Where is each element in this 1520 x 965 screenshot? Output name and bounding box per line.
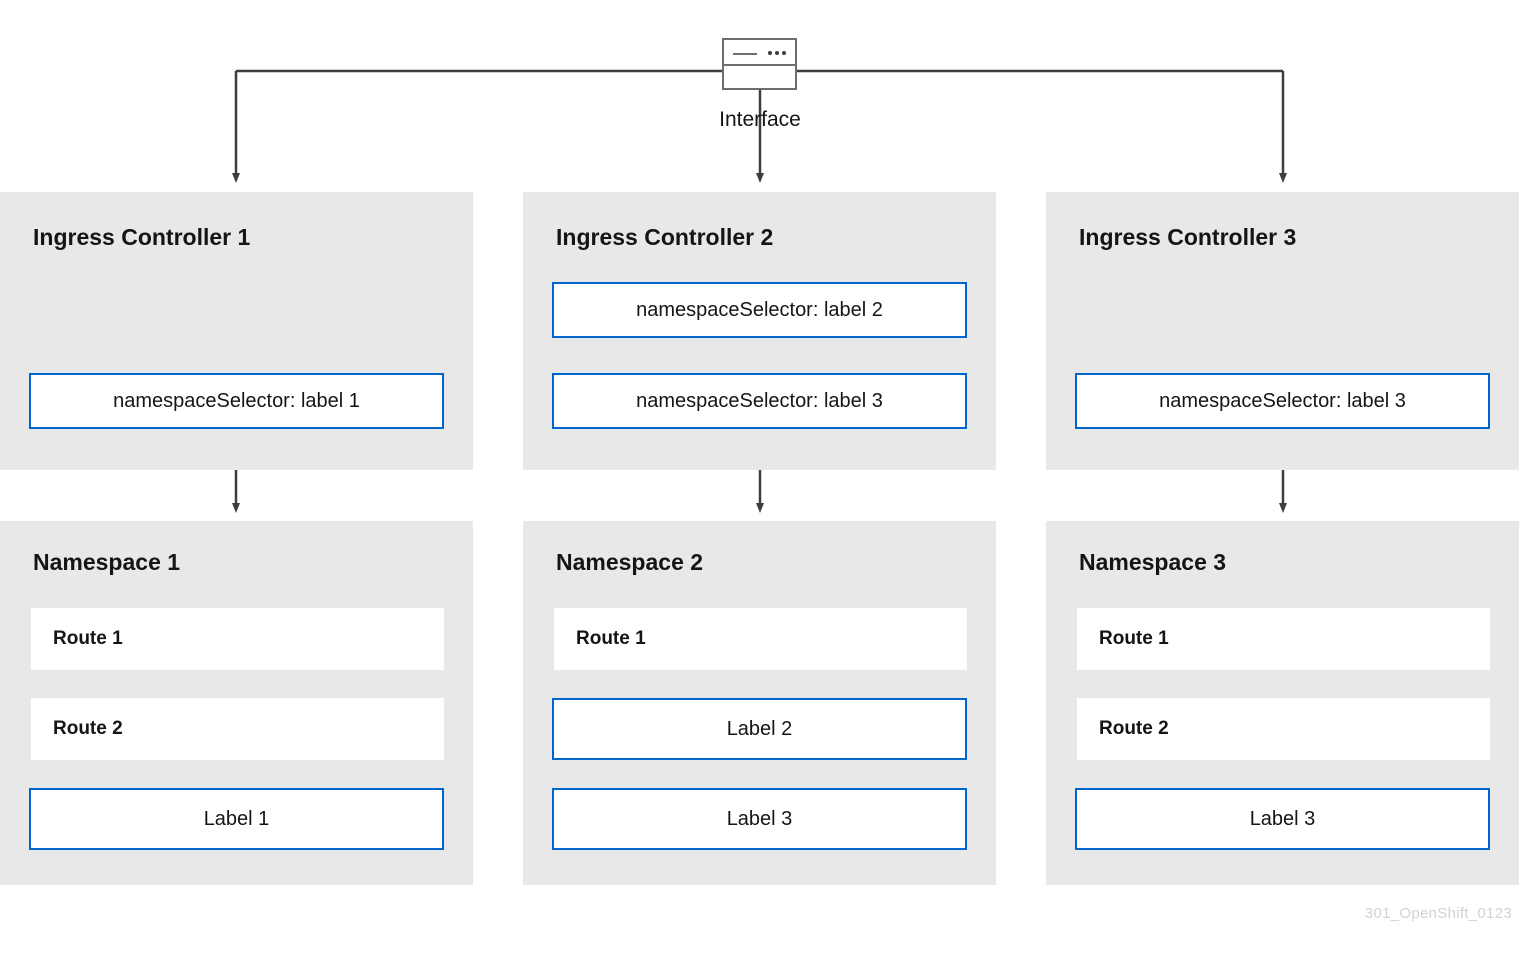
window-icon-divider xyxy=(724,64,795,66)
namespace-selector-3-1: namespaceSelector: label 3 xyxy=(1075,373,1490,429)
ingress-controller-3-title: Ingress Controller 3 xyxy=(1079,224,1297,250)
diagram-watermark: 301_OpenShift_0123 xyxy=(1364,905,1512,922)
namespace-3-route-1: Route 1 xyxy=(1077,608,1490,670)
interface-label: Interface xyxy=(719,108,801,131)
namespace-2-label-1: Label 2 xyxy=(552,698,967,760)
namespace-2-title: Namespace 2 xyxy=(556,549,704,575)
namespace-3-panel xyxy=(1046,521,1519,885)
namespace-selector-2-1: namespaceSelector: label 2 xyxy=(552,282,967,338)
ingress-controller-3-panel xyxy=(1046,192,1519,470)
ingress-controller-2-panel xyxy=(523,192,996,470)
namespace-1-route-2: Route 2 xyxy=(31,698,444,760)
ingress-controller-1-panel xyxy=(0,192,473,470)
window-icon xyxy=(722,38,797,90)
namespace-2-route-1: Route 1 xyxy=(554,608,967,670)
namespace-1-label-1: Label 1 xyxy=(29,788,444,850)
namespace-1-panel xyxy=(0,521,473,885)
namespace-3-route-2: Route 2 xyxy=(1077,698,1490,760)
namespace-1-title: Namespace 1 xyxy=(33,549,181,575)
namespace-3-title: Namespace 3 xyxy=(1079,549,1227,575)
namespace-2-label-2: Label 3 xyxy=(552,788,967,850)
interface-node xyxy=(722,38,797,90)
namespace-selector-1-1: namespaceSelector: label 1 xyxy=(29,373,444,429)
ingress-controller-2-title: Ingress Controller 2 xyxy=(556,224,774,250)
namespace-2-panel xyxy=(523,521,996,885)
namespace-1-route-1: Route 1 xyxy=(31,608,444,670)
window-icon-dots xyxy=(768,51,786,55)
namespace-3-label-1: Label 3 xyxy=(1075,788,1490,850)
window-icon-title-line xyxy=(733,53,757,55)
namespace-selector-2-2: namespaceSelector: label 3 xyxy=(552,373,967,429)
ingress-controller-1-title: Ingress Controller 1 xyxy=(33,224,251,250)
